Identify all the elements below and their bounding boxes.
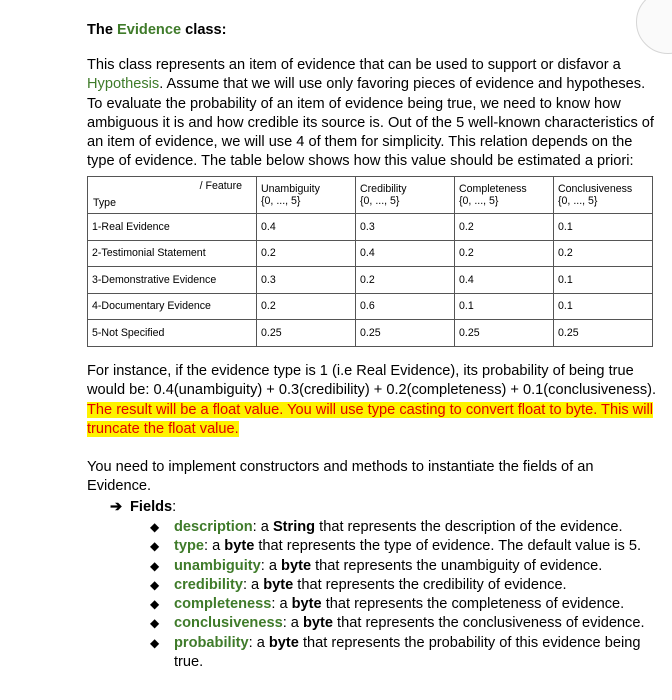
column-header-range: {0, ..., 5} — [558, 195, 598, 207]
field-type: String — [272, 519, 316, 535]
corner-feature-label: / Feature — [199, 180, 242, 192]
field-type: byte — [302, 615, 333, 632]
intro-hypothesis-word: Hypothesis — [87, 76, 160, 93]
fields-list — [150, 518, 650, 672]
field-pre: : a — [248, 634, 269, 651]
table-header-row — [88, 177, 653, 214]
table-cell: 0.1 — [554, 293, 653, 320]
field-description: that represents the description of the evidence. — [315, 519, 623, 535]
table-cell: 0.4 — [356, 240, 455, 267]
diamond-bullet-icon: ◆ — [150, 558, 160, 573]
field-pre: : a — [260, 557, 282, 574]
field-pre: : a — [282, 615, 303, 632]
table-row — [88, 320, 653, 347]
table-cell: 0.25 — [554, 320, 653, 347]
row-type-cell: 2-Testimonial Statement — [88, 240, 257, 267]
list-item — [150, 634, 650, 673]
field-type: byte — [268, 634, 299, 651]
field-pre: : a — [271, 596, 292, 613]
diamond-bullet-icon: ◆ — [150, 520, 160, 534]
row-type-cell: 5-Not Specified — [88, 320, 257, 347]
diamond-bullet-icon: ◆ — [150, 597, 160, 612]
field-name: unambiguity — [174, 557, 261, 574]
column-header-name: Conclusiveness — [558, 183, 633, 195]
intro-part1: This class represents an item of evidence that can be used to support or disfavor a — [87, 57, 621, 73]
column-header — [554, 177, 653, 214]
table-corner-cell — [88, 177, 257, 214]
field-type: byte — [281, 557, 312, 574]
field-name: type — [174, 538, 205, 555]
field-description: that represents the credibility of evidence. — [293, 576, 567, 593]
table-cell: 0.25 — [257, 320, 356, 347]
corner-type-label: Type — [93, 197, 116, 209]
table-cell: 0.6 — [356, 293, 455, 320]
field-type: byte — [263, 576, 294, 593]
table-cell: 0.2 — [356, 267, 455, 294]
list-item — [150, 537, 650, 556]
column-header-name: Unambiguity — [261, 183, 320, 195]
table-cell: 0.25 — [356, 320, 455, 347]
table-row — [88, 267, 653, 294]
title-suffix: class: — [181, 22, 227, 38]
fields-heading — [110, 498, 176, 517]
fields-heading-colon: : — [172, 499, 177, 515]
column-header-range: {0, ..., 5} — [360, 195, 400, 207]
field-type: byte — [224, 538, 255, 555]
intro-part2: . Assume that we will use only favoring pieces of evidence and hypotheses. To evaluate the probability of an item of evidence being true, we need to know how ambiguous it is and how credible its source is. Out of the 5 well-known characteristics of an item of evidence, we will use 4 of them for simplicity. This relation depends on the type of evidence. The table below shows how this value should be estimated a priori: — [87, 76, 654, 170]
implement-paragraph: You need to implement constructors and methods to instantiate the fields of an Evidence. — [87, 459, 594, 495]
page-corner-decoration — [636, 0, 672, 54]
title-class-name: Evidence — [117, 22, 182, 38]
field-description: that represents the completeness of evidence. — [321, 596, 625, 613]
field-name: probability — [174, 634, 249, 651]
column-header — [455, 177, 554, 214]
title-prefix: The — [87, 22, 117, 38]
evidence-characteristics-table — [87, 176, 653, 347]
field-pre: : a — [252, 519, 273, 535]
table-cell: 0.1 — [554, 267, 653, 294]
field-name: description — [174, 519, 253, 535]
column-header-range: {0, ..., 5} — [459, 195, 499, 207]
diamond-bullet-icon: ◆ — [150, 539, 160, 554]
table-row — [88, 214, 653, 241]
table-cell: 0.4 — [455, 267, 554, 294]
table-row — [88, 240, 653, 267]
table-cell: 0.4 — [257, 214, 356, 241]
list-item — [150, 595, 650, 614]
table-row — [88, 293, 653, 320]
list-item — [150, 518, 650, 537]
column-header-name: Completeness — [459, 183, 527, 195]
table-cell: 0.2 — [257, 240, 356, 267]
column-header-range: {0, ..., 5} — [261, 195, 301, 207]
column-header-name: Credibility — [360, 183, 407, 195]
field-name: conclusiveness — [174, 615, 283, 632]
table-cell: 0.2 — [455, 214, 554, 241]
field-description: that represents the probability of this evidence being true. — [174, 634, 641, 671]
example-text: For instance, if the evidence type is 1 (i.e Real Evidence), its probability of being true would be: 0.4(unambiguity) + 0.3(credibility) + 0.2(completeness) + 0.1(conclusiveness). — [87, 363, 657, 399]
list-item — [150, 557, 650, 576]
list-item — [150, 576, 650, 595]
row-type-cell: 1-Real Evidence — [88, 214, 257, 241]
fields-heading-label: Fields — [130, 499, 173, 515]
column-header — [356, 177, 455, 214]
field-pre: : a — [204, 538, 225, 555]
table-cell: 0.1 — [554, 214, 653, 241]
table-cell: 0.2 — [257, 293, 356, 320]
row-type-cell: 3-Demonstrative Evidence — [88, 267, 257, 294]
field-name: completeness — [174, 596, 272, 613]
highlighted-note: The result will be a float value. You will use type casting to convert float to byte. This will truncate the float value. — [87, 401, 653, 437]
table-cell: 0.3 — [257, 267, 356, 294]
field-description: that represents the type of evidence. The default value is 5. — [254, 538, 642, 555]
table-cell: 0.2 — [554, 240, 653, 267]
example-paragraph — [87, 362, 657, 439]
table-cell: 0.25 — [455, 320, 554, 347]
diamond-bullet-icon: ◆ — [150, 577, 160, 592]
table-cell: 0.3 — [356, 214, 455, 241]
list-item — [150, 614, 650, 633]
field-description: that represents the unambiguity of evidence. — [311, 557, 603, 574]
section-title — [87, 21, 227, 39]
column-header — [257, 177, 356, 214]
field-name: credibility — [174, 576, 243, 593]
diamond-bullet-icon: ◆ — [150, 616, 160, 631]
arrow-icon: ➔ — [110, 499, 123, 515]
table-cell: 0.1 — [455, 293, 554, 320]
row-type-cell: 4-Documentary Evidence — [88, 293, 257, 320]
intro-paragraph — [87, 56, 657, 172]
field-pre: : a — [242, 576, 264, 593]
diamond-bullet-icon: ◆ — [150, 635, 160, 650]
field-type: byte — [291, 596, 322, 613]
table-cell: 0.2 — [455, 240, 554, 267]
field-description: that represents the conclusiveness of evidence. — [333, 615, 645, 632]
